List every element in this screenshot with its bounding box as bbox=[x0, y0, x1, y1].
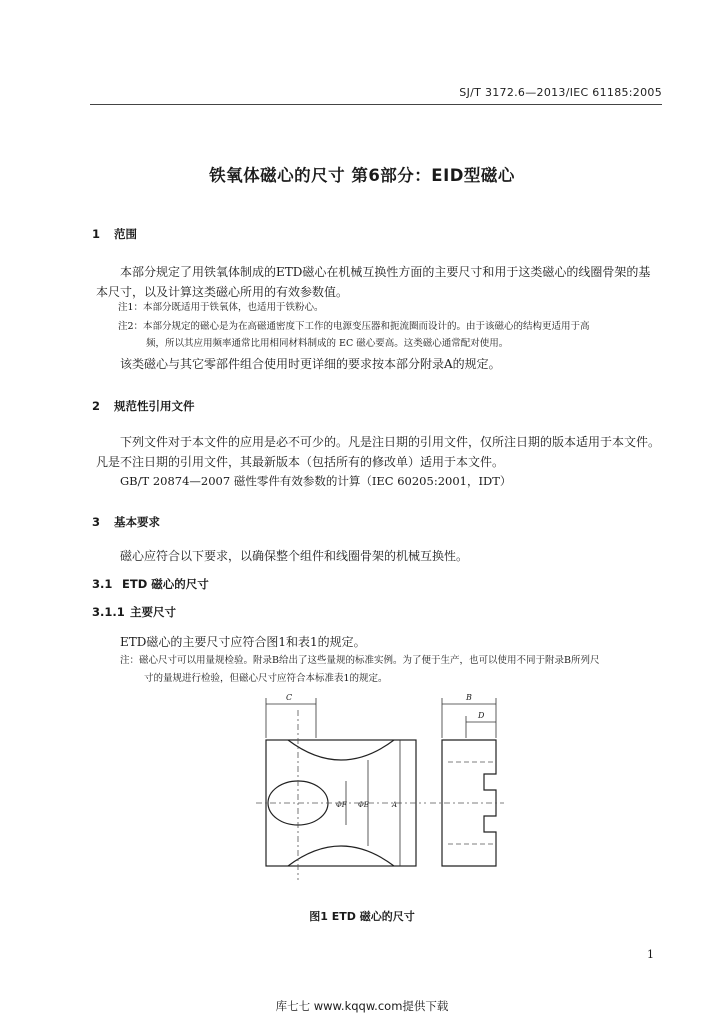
section-2-title: 规范性引用文件 bbox=[114, 399, 195, 413]
document-title: 铁氧体磁心的尺寸 第6部分：EID型磁心 bbox=[209, 166, 515, 185]
section-3-title: 基本要求 bbox=[114, 515, 160, 529]
section-1-number: 1 bbox=[92, 227, 101, 241]
section-2-paragraph: 下列文件对于本文件的应用是必不可少的。凡是注日期的引用文件，仅所注日期的版本适用于本文件。凡是不注日期的引用文件，其最新版本（包括所有的修改单）适用于本文件。 bbox=[96, 435, 661, 469]
label-c: C bbox=[286, 693, 293, 702]
label-a: A bbox=[392, 801, 398, 809]
section-3-1-number: 3.1 bbox=[92, 577, 113, 591]
section-3-1-1-title: 主要尺寸 bbox=[130, 605, 176, 619]
section-2-number: 2 bbox=[92, 399, 101, 413]
normative-reference: GB/T 20874—2007 磁性零件有效参数的计算（IEC 60205:2001，IDT） bbox=[120, 474, 512, 488]
section-1-title: 范围 bbox=[114, 227, 137, 241]
label-d: D bbox=[478, 711, 485, 720]
section-3-1-1-paragraph: ETD磁心的主要尺寸应符合图1和表1的规定。 bbox=[120, 635, 366, 649]
label-e: ΦE bbox=[358, 801, 369, 809]
section-3-1-1-note-line-2: 寸的量规进行检验，但磁心尺寸应符合本标准表1的规定。 bbox=[144, 673, 388, 684]
section-3-heading bbox=[92, 514, 160, 530]
section-1-paragraph: 本部分规定了用铁氧体制成的ETD磁心在机械互换性方面的主要尺寸和用于这类磁心的线圈骨架的基本尺寸，以及计算这类磁心所用的有效参数值。 bbox=[96, 265, 651, 299]
front-window-bottom bbox=[288, 846, 394, 866]
section-3-number: 3 bbox=[92, 515, 101, 529]
note-2-line-1: 注2：本部分规定的磁心是为在高磁通密度下工作的电源变压器和扼流圈而设计的。由于该磁心的结构更适用于高 bbox=[118, 321, 590, 332]
front-window-top bbox=[288, 740, 394, 760]
label-f: ΦF bbox=[336, 801, 347, 809]
download-footer: 库七七 www.kqqw.com提供下载 bbox=[275, 999, 449, 1013]
page-number: 1 bbox=[647, 948, 654, 961]
figure-caption: 图1 ETD 磁心的尺寸 bbox=[309, 910, 415, 923]
note-1: 注1：本部分既适用于铁氧体，也适用于铁粉心。 bbox=[118, 302, 324, 313]
section-1-paragraph-2: 该类磁心与其它零部件组合使用时更详细的要求按本部分附录A的规定。 bbox=[120, 357, 501, 371]
header-rule bbox=[90, 104, 662, 105]
etd-core-figure bbox=[250, 690, 510, 902]
section-3-1-1-note-line-1: 注：磁心尺寸可以用量规检验。附录B给出了这些量规的标准实例。为了便于生产，也可以使用不同于附录B所列尺 bbox=[120, 655, 600, 666]
section-2-heading bbox=[92, 398, 195, 414]
section-3-1-heading bbox=[92, 576, 209, 592]
note-2-line-2: 频，所以其应用频率通常比用相同材料制成的 EC 磁心要高。这类磁心通常配对使用。 bbox=[146, 338, 509, 349]
section-3-1-1-number: 3.1.1 bbox=[92, 605, 125, 619]
standard-code: SJ/T 3172.6—2013/IEC 61185:2005 bbox=[459, 86, 662, 99]
section-3-1-1-heading bbox=[92, 604, 176, 620]
label-b: B bbox=[466, 693, 472, 702]
section-3-1-title: ETD 磁心的尺寸 bbox=[122, 577, 209, 591]
section-3-paragraph: 磁心应符合以下要求，以确保整个组件和线圈骨架的机械互换性。 bbox=[120, 549, 469, 563]
section-1-heading bbox=[92, 226, 137, 242]
